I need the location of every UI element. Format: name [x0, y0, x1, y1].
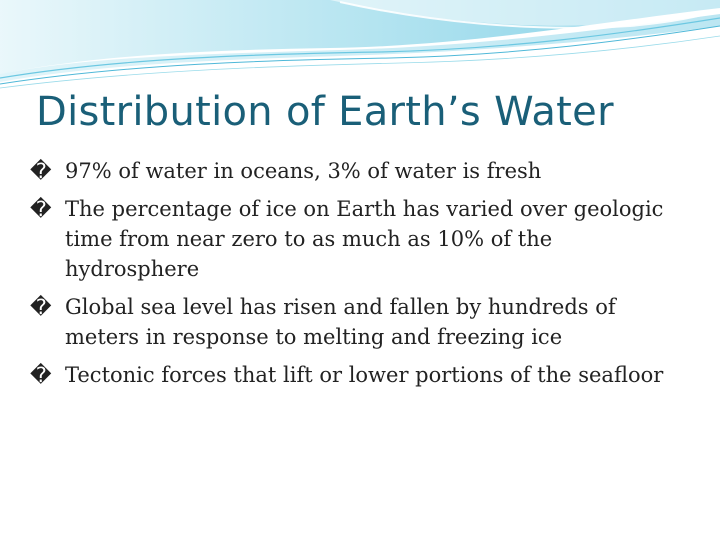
bullet-marker-icon: �	[30, 159, 52, 183]
bullet-item	[30, 194, 690, 284]
wave-header-decoration	[0, 0, 720, 90]
bullet-item	[30, 156, 690, 186]
bullet-item	[30, 360, 690, 390]
bullet-text: The percentage of ice on Earth has varied over geologic time from near zero to as much as 10% of the hydrosphere	[65, 197, 664, 281]
bullet-text: 97% of water in oceans, 3% of water is fresh	[65, 159, 542, 183]
bullet-text: Tectonic forces that lift or lower portions of the seafloor	[65, 363, 664, 387]
bullet-marker-icon: �	[30, 363, 52, 387]
bullet-list	[30, 156, 690, 398]
bullet-item	[30, 292, 690, 352]
bullet-text: Global sea level has risen and fallen by hundreds of meters in response to melting and freezing ice	[65, 295, 616, 349]
slide-title: Distribution of Earth’s Water	[36, 89, 614, 135]
bullet-marker-icon: �	[30, 295, 52, 319]
bullet-marker-icon: �	[30, 197, 52, 221]
